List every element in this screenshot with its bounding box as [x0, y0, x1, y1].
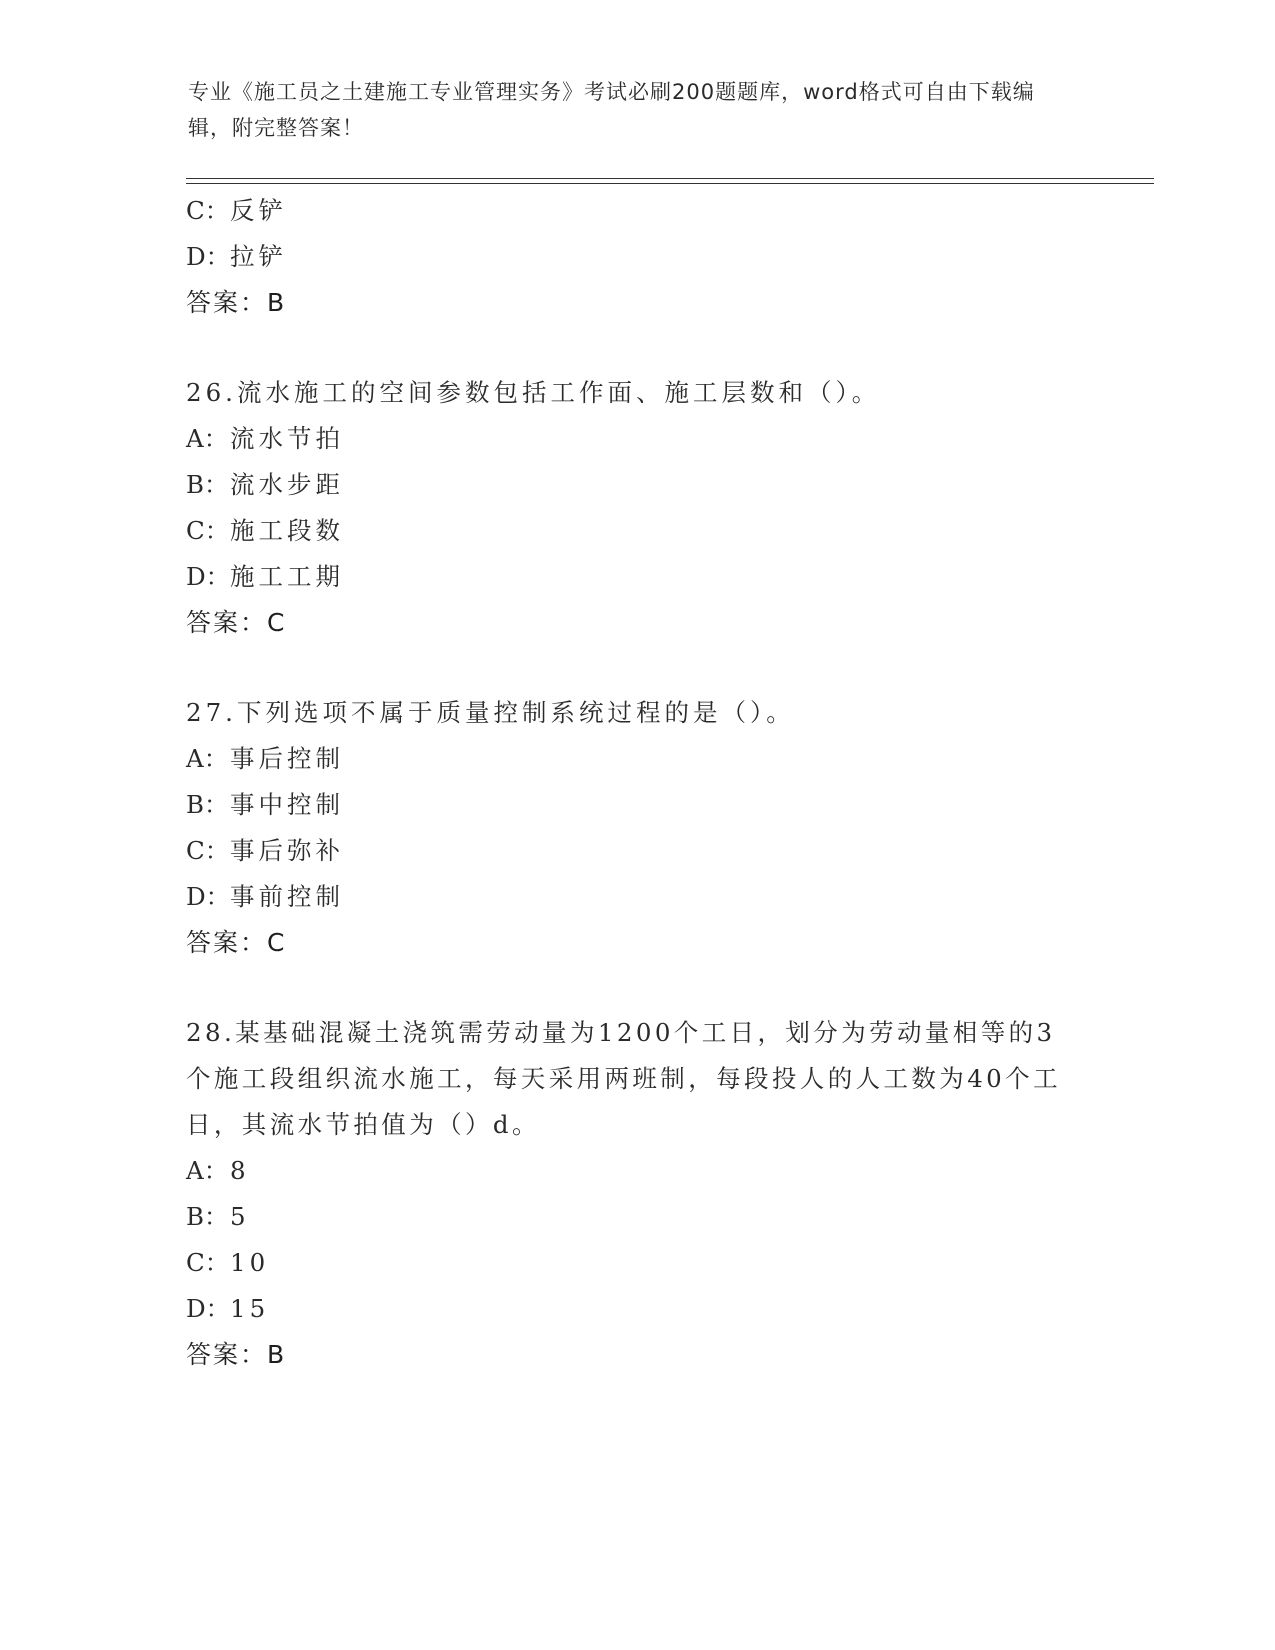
answer: 答案：B — [186, 288, 287, 317]
answer: 答案：C — [186, 608, 287, 637]
option-label: A： — [186, 424, 229, 453]
option-text: 流水步距 — [230, 470, 344, 499]
option-label: B： — [186, 1202, 229, 1231]
option-label: A： — [186, 1156, 229, 1185]
option-text: 10 — [230, 1248, 270, 1277]
option-d — [186, 874, 1086, 920]
option-a — [186, 416, 1086, 462]
option-label: C： — [186, 196, 230, 225]
header-rule-top — [186, 178, 1154, 179]
option-b — [186, 1194, 1086, 1240]
answer: 答案：B — [186, 1340, 287, 1369]
question-stem: 26.流水施工的空间参数包括工作面、施工层数和（）。 — [186, 378, 881, 407]
option-label: D： — [186, 562, 231, 591]
option-d — [186, 234, 1086, 280]
option-c — [186, 188, 1086, 234]
spacer — [186, 966, 1086, 1010]
question-27 — [186, 690, 1086, 966]
option-text: 事中控制 — [230, 790, 344, 819]
option-a — [186, 1148, 1086, 1194]
option-label: D： — [186, 242, 231, 271]
option-label: D： — [186, 1294, 231, 1323]
option-text: 15 — [230, 1294, 270, 1323]
option-label: C： — [186, 1248, 230, 1277]
option-label: B： — [186, 470, 229, 499]
option-c — [186, 1240, 1086, 1286]
question-25-continuation — [186, 188, 1086, 326]
option-b — [186, 782, 1086, 828]
option-text: 反铲 — [230, 196, 287, 225]
option-label: C： — [186, 516, 230, 545]
spacer — [186, 326, 1086, 370]
option-text: 事前控制 — [230, 882, 344, 911]
option-text: 施工工期 — [230, 562, 344, 591]
option-label: B： — [186, 790, 229, 819]
option-text: 流水节拍 — [230, 424, 344, 453]
option-text: 5 — [230, 1202, 250, 1231]
option-label: D： — [186, 882, 231, 911]
question-content — [186, 188, 1086, 1378]
document-header: 专业《施工员之土建施工专业管理实务》考试必刷200题题库，word格式可自由下载编辑，附完整答案！ — [188, 80, 1035, 140]
answer: 答案：C — [186, 928, 287, 957]
option-text: 事后控制 — [230, 744, 344, 773]
header-rule-bottom — [186, 183, 1154, 184]
question-26 — [186, 370, 1086, 646]
option-d — [186, 1286, 1086, 1332]
option-c — [186, 508, 1086, 554]
option-text: 8 — [230, 1156, 250, 1185]
option-a — [186, 736, 1086, 782]
option-b — [186, 462, 1086, 508]
question-28 — [186, 1010, 1086, 1378]
spacer — [186, 646, 1086, 690]
option-label: A： — [186, 744, 229, 773]
question-stem: 27.下列选项不属于质量控制系统过程的是（）。 — [186, 698, 795, 727]
option-c — [186, 828, 1086, 874]
option-label: C： — [186, 836, 230, 865]
question-stem: 28.某基础混凝土浇筑需劳动量为1200个工日，划分为劳动量相等的3个施工段组织流水施工，每天采用两班制，每段投人的人工数为40个工日，其流水节拍值为（）d。 — [186, 1018, 1061, 1139]
option-d — [186, 554, 1086, 600]
option-text: 拉铲 — [230, 242, 287, 271]
option-text: 施工段数 — [230, 516, 344, 545]
option-text: 事后弥补 — [230, 836, 344, 865]
